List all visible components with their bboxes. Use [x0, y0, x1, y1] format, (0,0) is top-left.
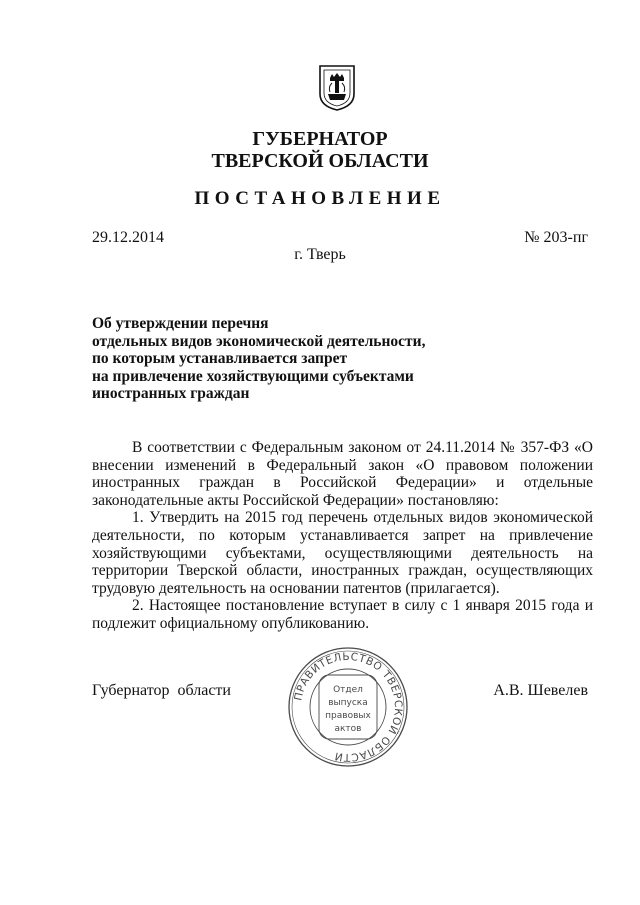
stamp-center-line: Отдел	[333, 685, 363, 695]
issuer-name-line2: ТВЕРСКОЙ ОБЛАСТИ	[211, 150, 429, 172]
title-line: Об утверждении перечня	[92, 315, 269, 332]
stamp-center-line: выпуска	[328, 698, 368, 708]
stamp-center-line: правовых	[325, 711, 371, 721]
stamp-ring-text: ПРАВИТЕЛЬСТВО ТВЕРСКОЙ ОБЛАСТИ	[292, 650, 405, 764]
body-paragraph: 1. Утвердить на 2015 год перечень отдельных видов экономической деятельности, по которым устанавливается запрет на привлечение хозяйствующими субъектами, осуществляющими деятельность на территории Тверской области, иностранных граждан, осуществляющих трудовую деятельность на основании патентов (прилагается).	[92, 509, 593, 597]
stamp-center-line: актов	[334, 724, 362, 734]
coat-of-arms-icon	[318, 64, 356, 112]
body-paragraph: 2. Настоящее постановление вступает в силу с 1 января 2015 года и подлежит официальному опубликованию.	[92, 597, 593, 632]
document-place: г. Тверь	[294, 246, 346, 263]
signer-name: А.В. Шевелев	[493, 682, 588, 699]
body-paragraph: В соответствии с Федеральным законом от 24.11.2014 № 357-ФЗ «О внесении изменений в Федеральный закон «О правовом положении иностранных граждан в Российской Федерации» и отдельные законодательные акты Российской Федерации» постановляю:	[92, 439, 593, 509]
title-line: отдельных видов экономической деятельности,	[92, 332, 426, 350]
official-stamp	[286, 646, 410, 768]
title-line: по которым устанавливается запрет	[92, 350, 348, 367]
document-body	[92, 439, 593, 633]
document-number: № 203-пг	[524, 229, 588, 246]
document-type: ПОСТАНОВЛЕНИЕ	[194, 188, 446, 209]
issuer-name-line1: ГУБЕРНАТОР	[252, 128, 388, 150]
document-date: 29.12.2014	[92, 229, 164, 246]
signer-role: Губернатор области	[92, 682, 231, 699]
title-line: иностранных граждан	[92, 385, 250, 402]
document-title	[92, 315, 452, 403]
title-line: на привлечение хозяйствующими субъектами	[92, 367, 414, 385]
